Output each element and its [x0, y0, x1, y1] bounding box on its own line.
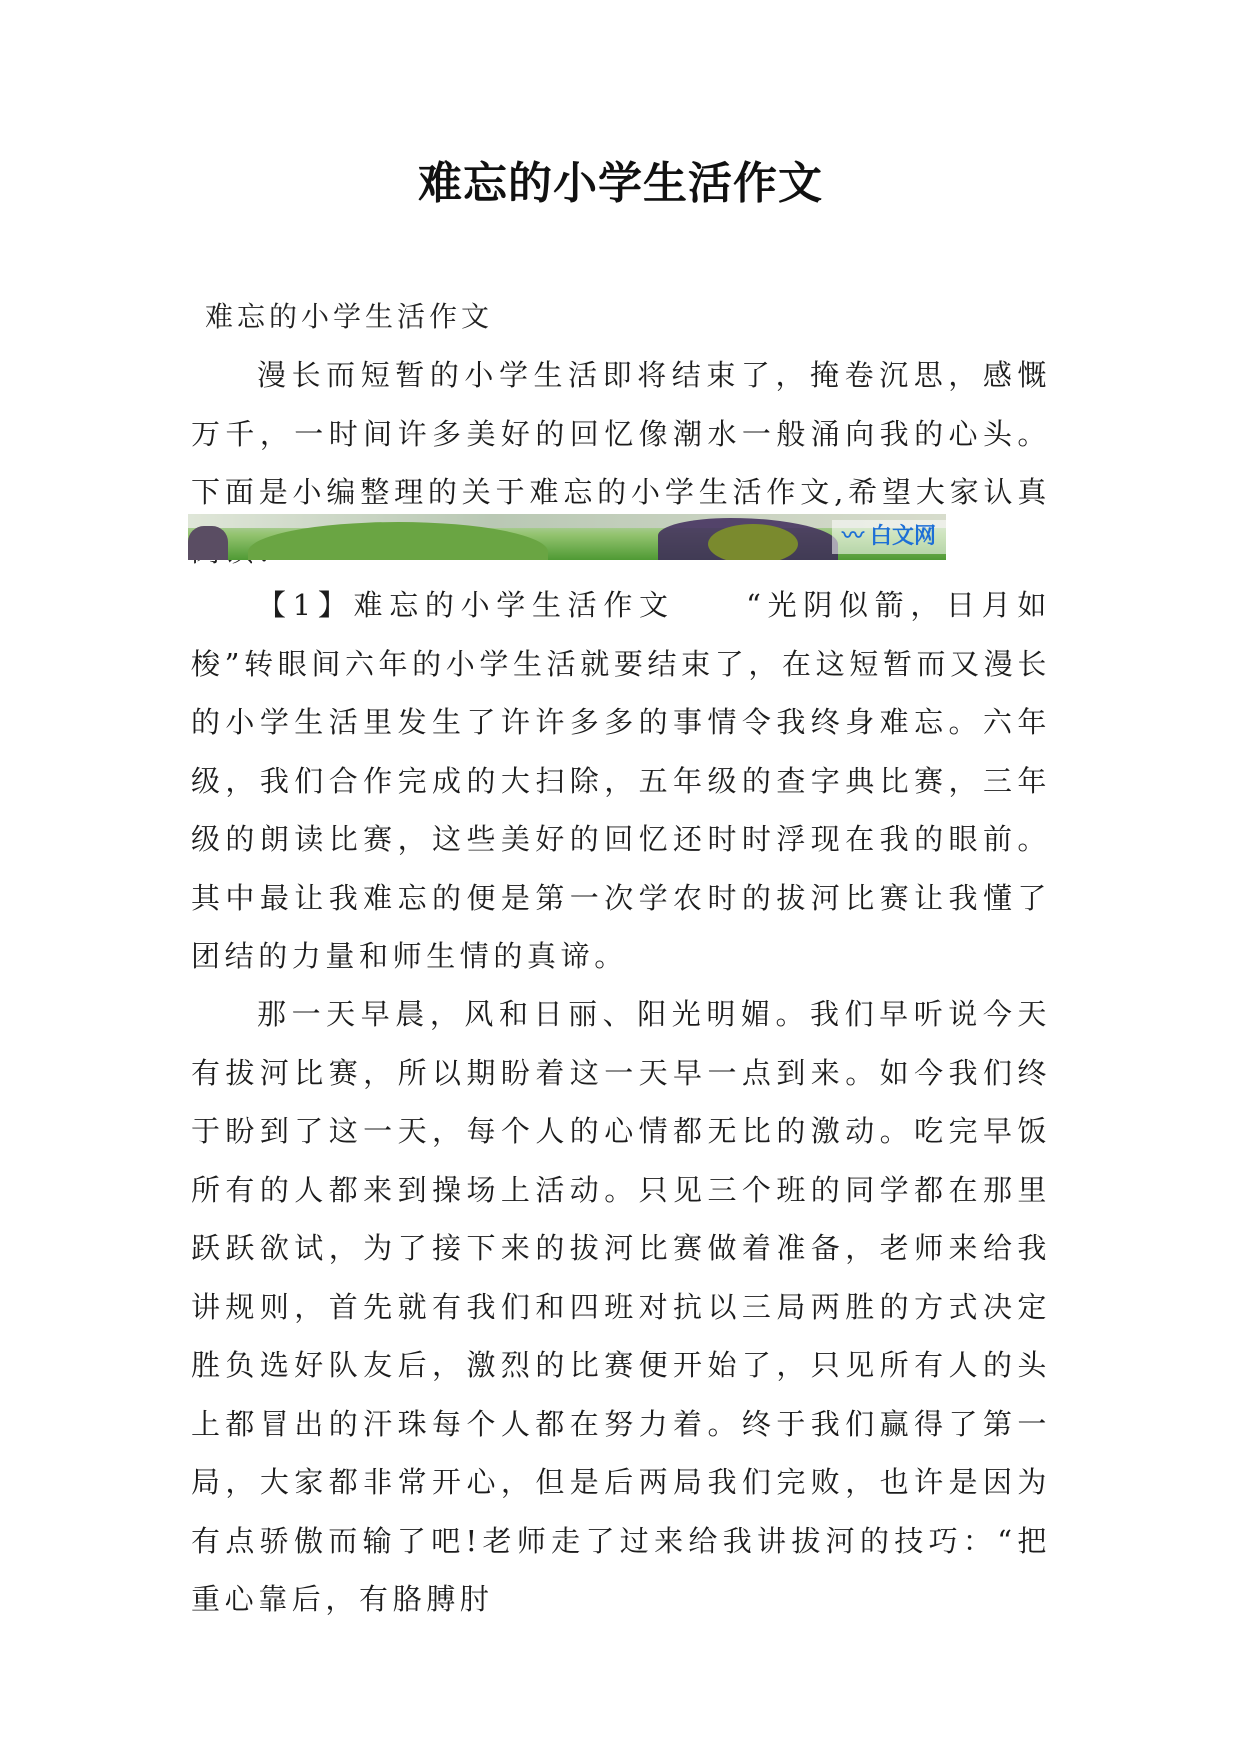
- essay-paragraph-2: 那一天早晨，风和日丽、阳光明媚。我们早听说今天有拔河比赛，所以期盼着这一天早一点到来。如今我们终于盼到了这一天，每个人的心情都无比的激动。吃完早饭所有的人都来到操场上活动。只见三个班的同学都在那里跃跃欲试，为了接下来的拔河比赛做着准备，老师来给我讲规则，首先就有我们和四班对抗以三局两胜的方式决定胜负选好队友后，激烈的比赛便开始了，只见所有人的头上都冒出的汗珠每个人都在努力着。终于我们赢得了第一局，大家都非常开心，但是后两局我们完败，也许是因为有点骄傲而输了吧!老师走了过来给我讲拔河的技巧：“把重心靠后，有胳膊肘: [191, 997, 1051, 1616]
- banner-watermark: [832, 520, 946, 554]
- intro-paragraph: 漫长而短暂的小学生活即将结束了，掩卷沉思，感慨万千，一时间许多美好的回忆像潮水一般涌向我的心头。下面是小编整理的关于难忘的小学生活作文,希望大家认真: [191, 358, 1051, 509]
- article-subtitle: 难忘的小学生活作文: [205, 300, 494, 333]
- wave-logo-icon: 〰: [841, 524, 864, 549]
- essay-paragraph-1: 【1】难忘的小学生活作文 “光阴似箭，日月如梭”转眼间六年的小学生活就要结束了，在这短暂而又漫长的小学生活里发生了许许多多的事情令我终身难忘。六年级，我们合作完成的大扫除，五年级的查字典比赛，三年级的朗读比赛，这些美好的回忆还时时浮现在我的眼前。其中最让我难忘的便是第一次学农时的拔河比赛让我懂了团结的力量和师生情的真谛。: [191, 588, 1051, 973]
- watermark-text: 白文网: [869, 524, 936, 549]
- banner-sculpture-detail: [708, 524, 798, 560]
- banner-figure: [188, 526, 228, 560]
- article-banner-image: [188, 514, 946, 560]
- page-title: 难忘的小学生活作文: [418, 158, 823, 209]
